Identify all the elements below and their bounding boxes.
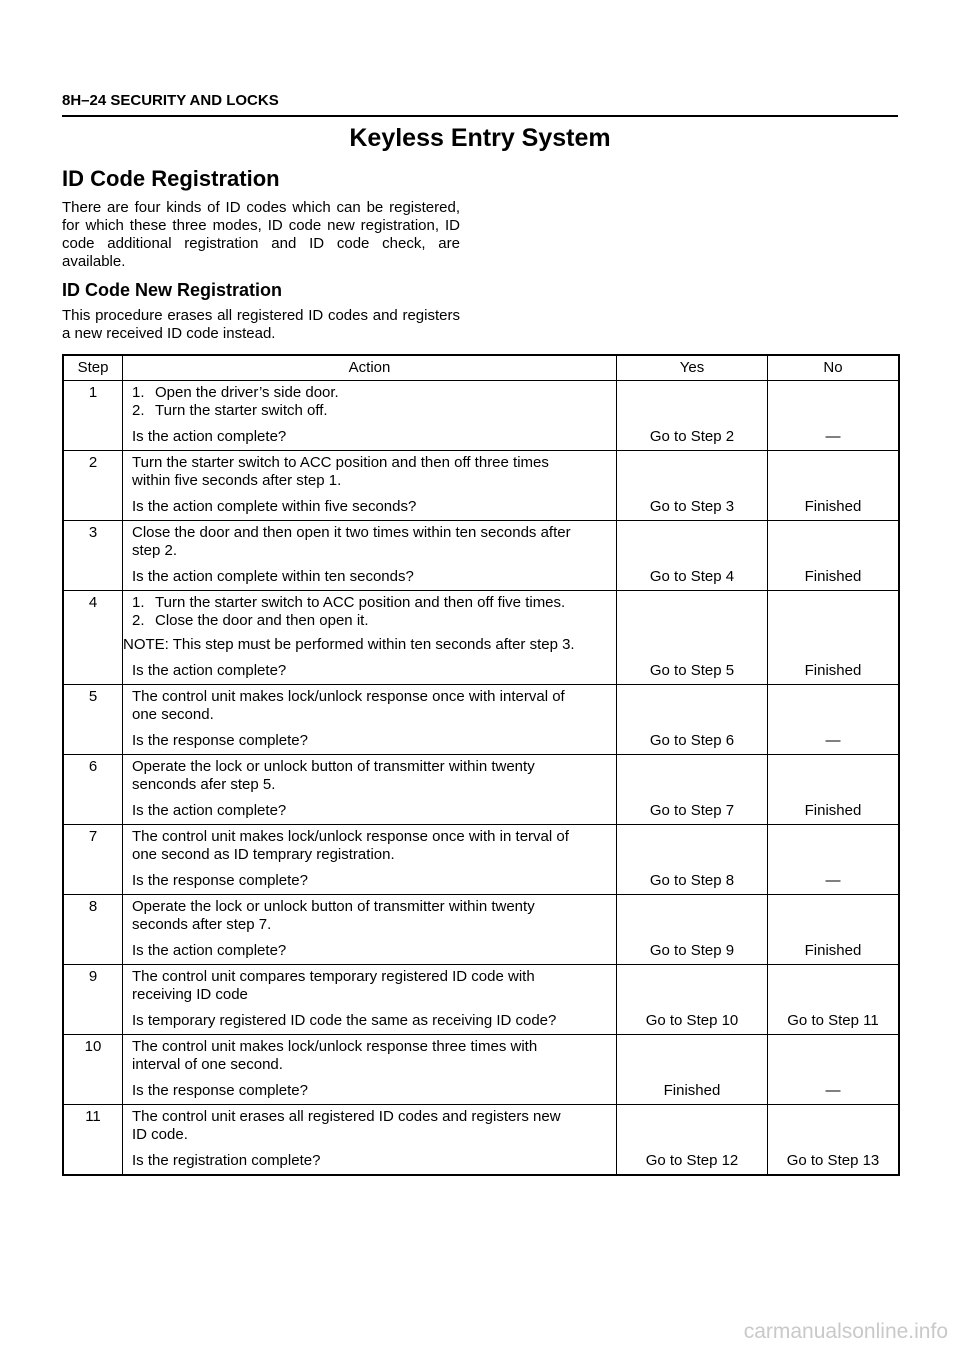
page-header: 8H–24 SECURITY AND LOCKS <box>62 92 898 117</box>
step-no: Go to Step 11 <box>768 965 900 1035</box>
step-no: — <box>768 685 900 755</box>
step-number: 3 <box>63 521 123 591</box>
step-yes: Go to Step 12 <box>617 1105 768 1176</box>
step-question: Is the response complete? <box>132 1082 308 1099</box>
step-action <box>123 685 617 755</box>
action-line: Close the door and then open it two times within ten seconds after <box>132 524 571 541</box>
header-step: Step <box>63 355 123 381</box>
action-line: seconds after step 7. <box>132 916 272 933</box>
table-row <box>63 895 899 965</box>
list-number: 1. <box>132 384 145 401</box>
watermark-text: carmanualsonline.info <box>743 1320 948 1343</box>
step-yes: Go to Step 4 <box>617 521 768 591</box>
list-number: 1. <box>132 594 145 611</box>
table-row <box>63 591 899 685</box>
step-yes: Go to Step 7 <box>617 755 768 825</box>
list-number: 2. <box>132 612 145 629</box>
step-question: Is the response complete? <box>132 732 308 749</box>
table-row <box>63 1105 899 1176</box>
header-no: No <box>768 355 900 381</box>
step-yes: Go to Step 5 <box>617 591 768 685</box>
step-question: Is the registration complete? <box>132 1152 321 1169</box>
step-no: Finished <box>768 895 900 965</box>
step-action <box>123 591 617 685</box>
step-number: 11 <box>63 1105 123 1176</box>
step-yes: Go to Step 9 <box>617 895 768 965</box>
subsection-text: This procedure erases all registered ID codes and registers a new received ID code instead. <box>62 307 460 342</box>
action-line: senconds afer step 5. <box>132 776 276 793</box>
steps-table <box>62 354 900 1176</box>
step-question: Is the action complete? <box>132 428 287 445</box>
step-no: — <box>768 825 900 895</box>
step-number: 2 <box>63 451 123 521</box>
step-yes: Finished <box>617 1035 768 1105</box>
list-text: Close the door and then open it. <box>155 612 369 629</box>
step-action <box>123 381 617 451</box>
step-no: Finished <box>768 521 900 591</box>
action-line: Operate the lock or unlock button of transmitter within twenty <box>132 758 535 775</box>
step-question: Is temporary registered ID code the same as receiving ID code? <box>132 1012 557 1029</box>
table-row <box>63 381 899 451</box>
step-number: 10 <box>63 1035 123 1105</box>
step-action <box>123 965 617 1035</box>
table-row <box>63 825 899 895</box>
step-question: Is the action complete within five seconds? <box>132 498 417 515</box>
step-number: 5 <box>63 685 123 755</box>
table-row <box>63 521 899 591</box>
step-action <box>123 895 617 965</box>
step-no: — <box>768 1035 900 1105</box>
list-number: 2. <box>132 402 145 419</box>
step-action <box>123 451 617 521</box>
action-line: The control unit compares temporary registered ID code with <box>132 968 535 985</box>
table-row <box>63 755 899 825</box>
action-line: step 2. <box>132 542 178 559</box>
step-action <box>123 825 617 895</box>
step-no: — <box>768 381 900 451</box>
section-intro: There are four kinds of ID codes which can be registered, for which these three modes, ID code new registration, ID code additional registration and ID code check, are available. <box>62 199 460 270</box>
step-number: 7 <box>63 825 123 895</box>
step-action <box>123 521 617 591</box>
action-line: interval of one second. <box>132 1056 283 1073</box>
action-line: Operate the lock or unlock button of transmitter within twenty <box>132 898 535 915</box>
step-number: 9 <box>63 965 123 1035</box>
step-number: 6 <box>63 755 123 825</box>
step-question: Is the action complete? <box>132 942 287 959</box>
step-yes: Go to Step 10 <box>617 965 768 1035</box>
step-action <box>123 1035 617 1105</box>
step-yes: Go to Step 8 <box>617 825 768 895</box>
step-no: Finished <box>768 755 900 825</box>
step-yes: Go to Step 2 <box>617 381 768 451</box>
subsection-title: ID Code New Registration <box>62 280 283 300</box>
step-action <box>123 1105 617 1176</box>
list-text: Turn the starter switch off. <box>155 402 328 419</box>
list-text: Turn the starter switch to ACC position and then off five times. <box>155 594 566 611</box>
action-line: The control unit erases all registered ID codes and registers new <box>132 1108 561 1125</box>
step-no: Finished <box>768 591 900 685</box>
action-line: receiving ID code <box>132 986 248 1003</box>
action-line: The control unit makes lock/unlock response once with interval of <box>132 688 565 705</box>
header-yes: Yes <box>617 355 768 381</box>
step-no: Finished <box>768 451 900 521</box>
table-header-row <box>63 355 899 381</box>
step-question: Is the action complete? <box>132 802 287 819</box>
page-title: Keyless Entry System <box>349 124 611 152</box>
table-row <box>63 965 899 1035</box>
step-number: 4 <box>63 591 123 685</box>
step-yes: Go to Step 6 <box>617 685 768 755</box>
action-line: Turn the starter switch to ACC position and then off three times <box>132 454 549 471</box>
section-title: ID Code Registration <box>62 166 280 191</box>
step-no: Go to Step 13 <box>768 1105 900 1176</box>
step-note: NOTE: This step must be performed within ten seconds after step 3. <box>123 636 575 653</box>
table-row <box>63 451 899 521</box>
step-question: Is the action complete within ten seconds? <box>132 568 414 585</box>
table-row <box>63 685 899 755</box>
action-line: one second as ID temprary registration. <box>132 846 395 863</box>
action-line: within five seconds after step 1. <box>132 472 342 489</box>
action-line: The control unit makes lock/unlock response three times with <box>132 1038 538 1055</box>
action-line: The control unit makes lock/unlock response once with in terval of <box>132 828 569 845</box>
list-text: Open the driver’s side door. <box>155 384 339 401</box>
step-yes: Go to Step 3 <box>617 451 768 521</box>
header-action: Action <box>123 355 617 381</box>
step-action <box>123 755 617 825</box>
action-line: one second. <box>132 706 214 723</box>
action-line: ID code. <box>132 1126 188 1143</box>
table-row <box>63 1035 899 1105</box>
step-number: 1 <box>63 381 123 451</box>
step-number: 8 <box>63 895 123 965</box>
step-question: Is the response complete? <box>132 872 308 889</box>
step-question: Is the action complete? <box>132 662 287 679</box>
